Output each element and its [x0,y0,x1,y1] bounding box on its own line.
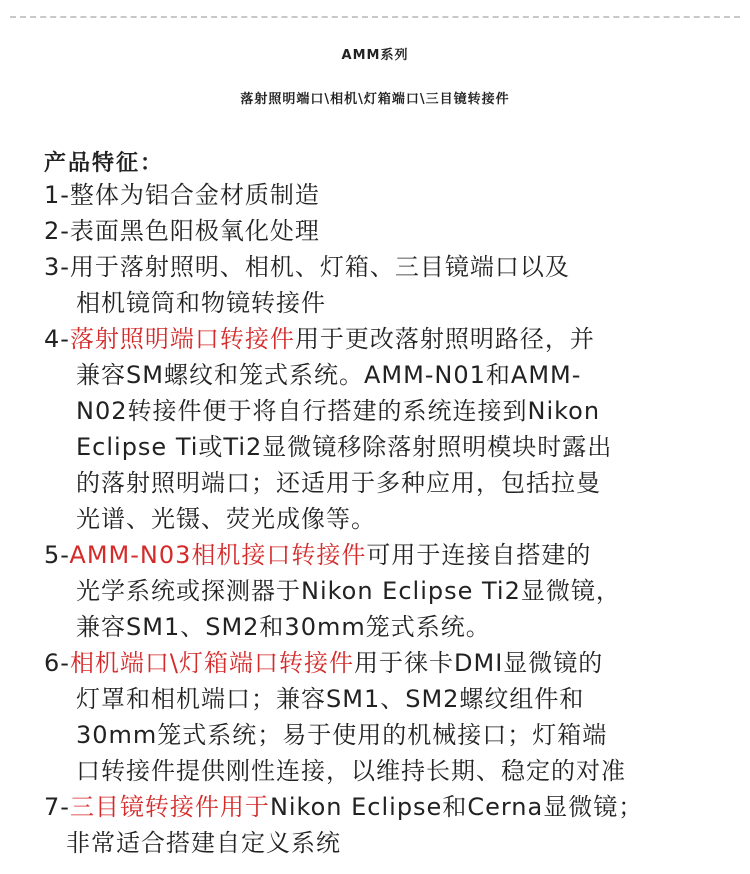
feature-7-number: 7- [44,793,70,821]
feature-6-number: 6- [44,649,70,677]
feature-2: 2-表面黑色阳极氧化处理 [44,217,320,245]
feature-6-line-3: 30mm笼式系统；易于使用的机械接口；灯箱端 [76,721,608,749]
feature-6-text: 用于徕卡DMI显微镜的 [354,649,604,677]
feature-5-number: 5- [44,541,70,569]
feature-6-line-1 [44,648,603,678]
feature-7-highlight: 三目镜转接件用于 [69,793,270,821]
feature-6-line-2: 灯罩和相机端口；兼容SM1、SM2螺纹组件和 [76,685,585,713]
feature-3-line-1: 3-用于落射照明、相机、灯箱、三目镜端口以及 [44,253,570,281]
feature-4-text: 用于更改落射照明路径，并 [294,325,595,353]
feature-6-line-4: 口转接件提供刚性连接，以维持长期、稳定的对准 [76,757,626,785]
feature-4-highlight: 落射照明端口转接件 [69,325,295,353]
feature-5-line-3: 兼容SM1、SM2和30mm笼式系统。 [76,613,491,641]
product-title: 落射照明端口\相机\灯箱端口\三目镜转接件 [240,92,510,107]
feature-4-line-2: 兼容SM螺纹和笼式系统。AMM-N01和AMM- [76,361,582,389]
feature-6-highlight: 相机端口\灯箱端口转接件 [69,649,355,677]
series-title: AMM系列 [341,48,409,63]
feature-4-line-1 [44,324,595,354]
feature-5-text: 可用于连接自搭建的 [366,541,592,569]
feature-7-line-2: 非常适合搭建自定义系统 [66,829,341,857]
feature-4-line-4: Eclipse Ti或Ti2显微镜移除落射照明模块时露出 [76,433,613,461]
feature-7-line-1 [44,792,643,822]
feature-1: 1-整体为铝合金材质制造 [44,181,320,209]
feature-5-line-1 [44,540,591,570]
feature-7-text: Nikon Eclipse和Cerna显微镜； [269,793,644,821]
feature-3-line-2: 相机镜筒和物镜转接件 [76,289,326,317]
feature-4-line-6: 光谱、光镊、荧光成像等。 [76,505,376,533]
feature-5-highlight: AMM-N03相机接口转接件 [69,541,367,569]
feature-4-line-3: N02转接件便于将自行搭建的系统连接到Nikon [76,397,601,425]
feature-4-line-5: 的落射照明端口；还适用于多种应用，包括拉曼 [76,469,601,497]
feature-5-line-2: 光学系统或探测器于Nikon Eclipse Ti2显微镜， [76,577,621,605]
features-heading: 产品特征： [44,151,165,176]
feature-4-number: 4- [44,325,70,353]
top-dashed-divider [10,16,740,18]
